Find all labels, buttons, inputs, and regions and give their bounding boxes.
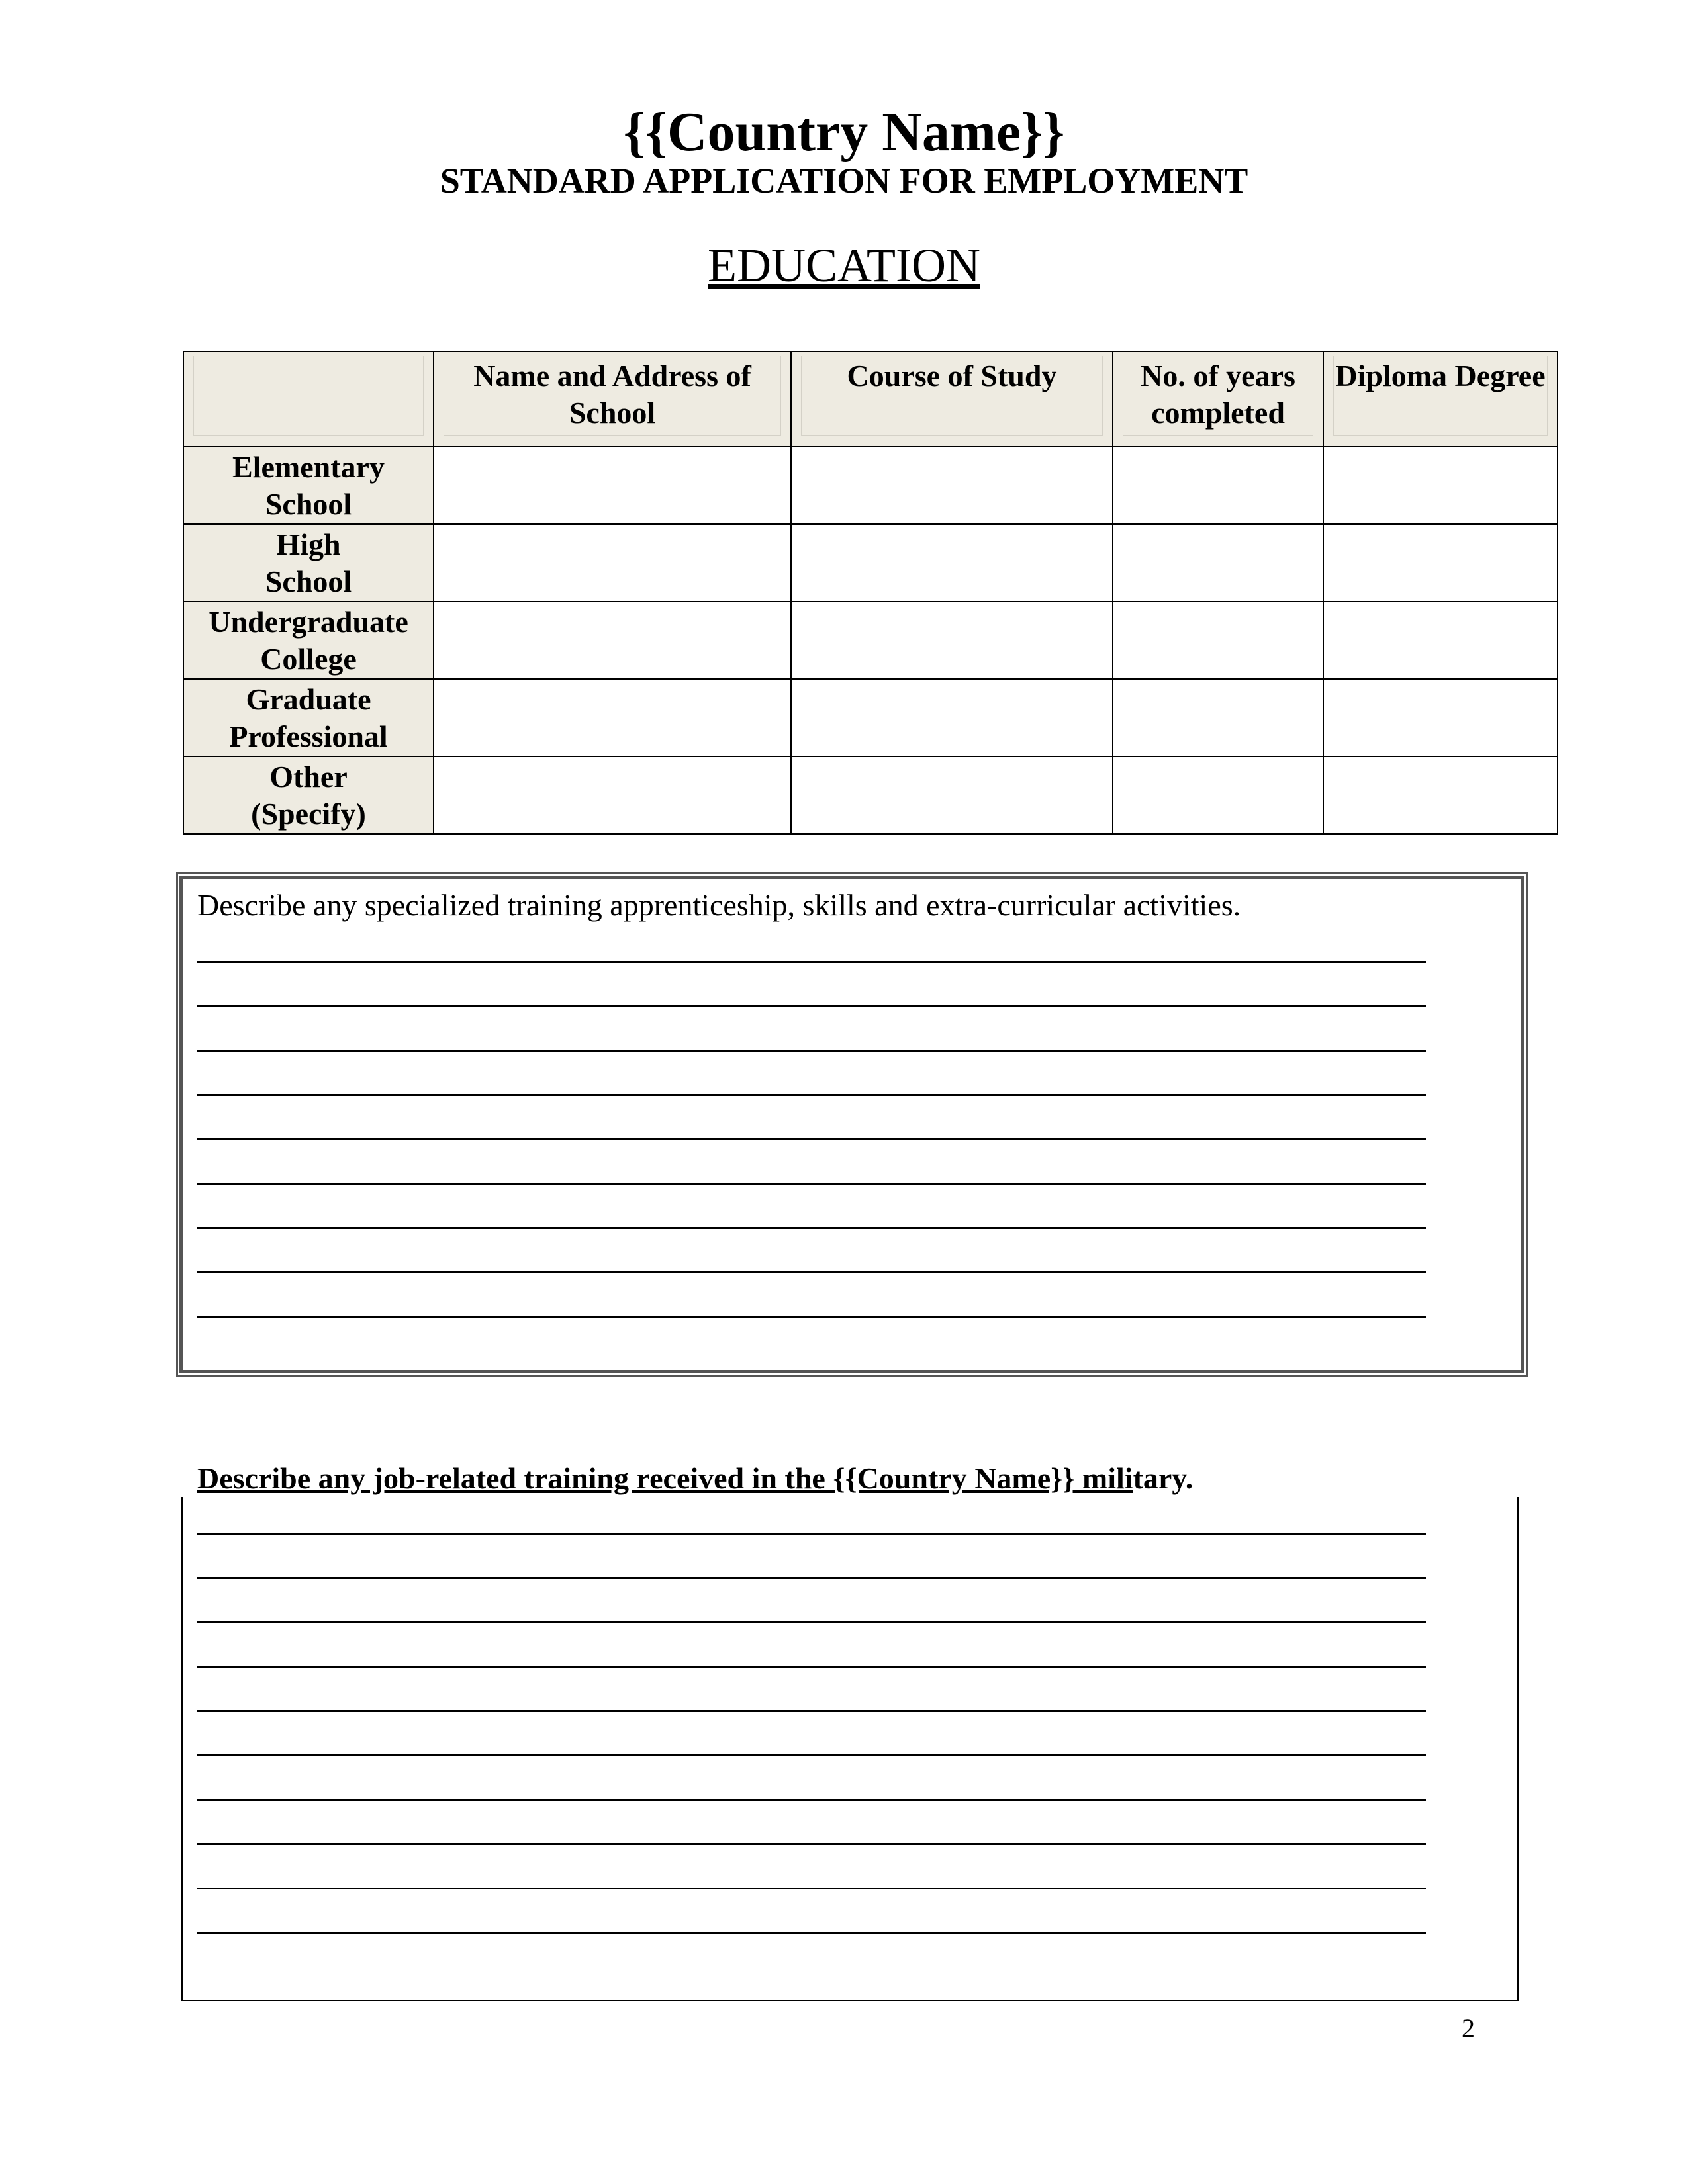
military-answer-line[interactable] [197, 1533, 1426, 1535]
training-box [176, 872, 1528, 1377]
military-box [181, 1497, 1519, 2001]
graduate-years-cell[interactable] [1113, 679, 1323, 756]
other-diploma-cell[interactable] [1323, 756, 1558, 834]
high-school-diploma-cell[interactable] [1323, 524, 1558, 602]
military-answer-line[interactable] [197, 1577, 1426, 1579]
training-answer-line[interactable] [197, 1005, 1426, 1007]
elementary-years-cell[interactable] [1113, 447, 1323, 524]
military-answer-line[interactable] [197, 1754, 1426, 1756]
undergraduate-years-cell[interactable] [1113, 602, 1323, 679]
high-school-years-cell[interactable] [1113, 524, 1323, 602]
other-course-cell[interactable] [791, 756, 1113, 834]
other-years-cell[interactable] [1113, 756, 1323, 834]
elementary-course-cell[interactable] [791, 447, 1113, 524]
military-answer-line[interactable] [197, 1799, 1426, 1801]
elementary-school-name-cell[interactable] [434, 447, 791, 524]
military-answer-line[interactable] [197, 1621, 1426, 1623]
page-title: {{Country Name}} [623, 101, 1065, 163]
row-label-undergraduate: Undergraduate College [183, 602, 434, 679]
training-answer-line[interactable] [197, 1227, 1426, 1229]
header-diploma: Diploma Degree [1323, 351, 1558, 447]
training-prompt: Describe any specialized training apprenticeship, skills and extra-curricular activities. [197, 888, 1241, 922]
section-heading: EDUCATION [708, 239, 980, 292]
table-row [183, 756, 1558, 834]
military-answer-line[interactable] [197, 1666, 1426, 1668]
training-answer-line[interactable] [197, 1094, 1426, 1096]
high-school-course-cell[interactable] [791, 524, 1113, 602]
training-answer-line[interactable] [197, 1050, 1426, 1052]
row-label-high-school: High School [183, 524, 434, 602]
undergraduate-diploma-cell[interactable] [1323, 602, 1558, 679]
military-answer-line[interactable] [197, 1710, 1426, 1712]
table-row [183, 679, 1558, 756]
header-school: Name and Address of School [434, 351, 791, 447]
row-label-graduate: Graduate Professional [183, 679, 434, 756]
undergraduate-school-name-cell[interactable] [434, 602, 791, 679]
header-blank [183, 351, 434, 447]
military-answer-line[interactable] [197, 1843, 1426, 1845]
table-header-row [183, 351, 1558, 447]
military-prompt-rest: tary. [1133, 1461, 1194, 1495]
training-answer-line[interactable] [197, 1138, 1426, 1140]
military-prompt-underlined: Describe any job-related training received in the {{Country Name}} mili [197, 1461, 1133, 1495]
training-answer-line[interactable] [197, 961, 1426, 963]
form-subtitle: STANDARD APPLICATION FOR EMPLOYMENT [440, 161, 1248, 201]
elementary-diploma-cell[interactable] [1323, 447, 1558, 524]
header-years: No. of years completed [1113, 351, 1323, 447]
military-answer-line[interactable] [197, 1888, 1426, 1889]
high-school-name-cell[interactable] [434, 524, 791, 602]
undergraduate-course-cell[interactable] [791, 602, 1113, 679]
training-answer-line[interactable] [197, 1183, 1426, 1185]
training-answer-line[interactable] [197, 1316, 1426, 1318]
military-prompt [197, 1459, 1193, 1498]
graduate-diploma-cell[interactable] [1323, 679, 1558, 756]
education-table [183, 351, 1558, 835]
military-answer-line[interactable] [197, 1932, 1426, 1934]
other-school-name-cell[interactable] [434, 756, 791, 834]
graduate-course-cell[interactable] [791, 679, 1113, 756]
header-course: Course of Study [791, 351, 1113, 447]
row-label-other: Other (Specify) [183, 756, 434, 834]
graduate-school-name-cell[interactable] [434, 679, 791, 756]
table-row [183, 447, 1558, 524]
row-label-elementary: Elementary School [183, 447, 434, 524]
table-row [183, 524, 1558, 602]
training-answer-line[interactable] [197, 1271, 1426, 1273]
table-row [183, 602, 1558, 679]
page-number: 2 [1462, 2013, 1475, 2043]
